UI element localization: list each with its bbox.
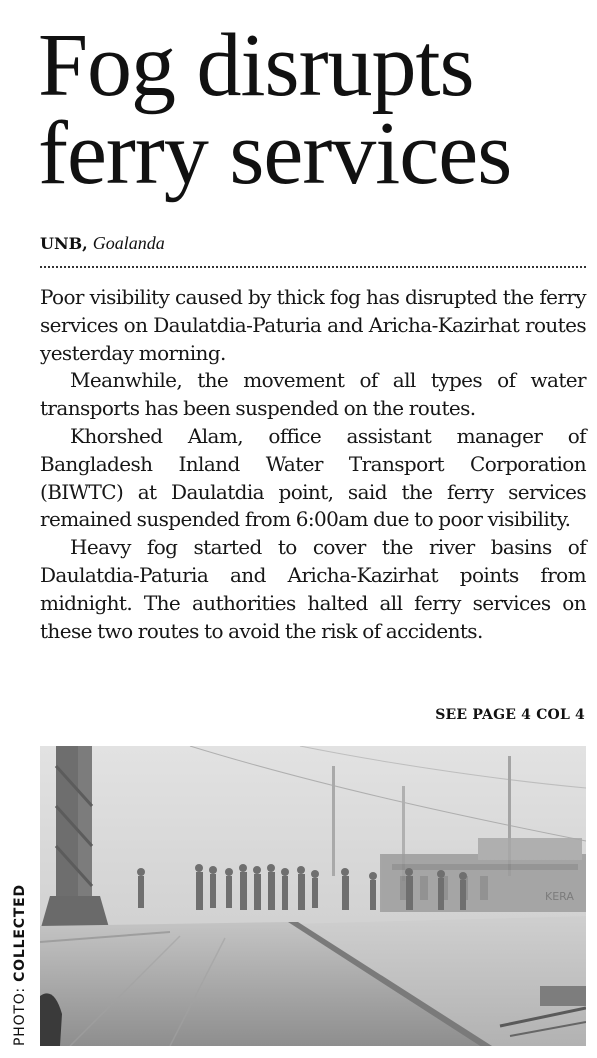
headline [38,16,583,203]
article-paragraph-1: Poor visibility caused by thick fog has disrupted the ferry services on Daulatdia-Paturia and Aricha-Kazirhat routes yesterday morning. [40,285,586,365]
photo-credit-label: PHOTO: [12,987,28,1046]
photo-illustration [40,746,586,1046]
article-paragraph-2: Meanwhile, the movement of all types of water transports has been suspended on the routes. [40,368,586,421]
byline [40,232,165,255]
foggy-ferry-ghat-photo [40,746,586,1046]
byline-location: Goalanda [92,233,165,253]
article-body [40,284,586,645]
vessel-name: KERA [545,890,574,903]
dotted-divider [40,266,586,268]
photo-credit [12,884,28,1046]
photo-credit-name: COLLECTED [12,884,28,982]
headline-line-2: ferry services [38,104,512,203]
article-paragraph-3: Khorshed Alam, office assistant manager of Bangladesh Inland Water Transport Corporation (BIWTC) at Daulatdia point, said the ferry services remained suspended from 6:00am due to poor visibility. [40,423,586,532]
byline-agency: UNB, [40,234,88,253]
headline-line-1: Fog disrupts [38,16,474,115]
article-paragraph-4: Heavy fog started to cover the river basins of Daulatdia-Paturia and Aricha-Kazirhat points from midnight. The authorities halted all ferry services on these two routes to avoid the risk of accidents. [40,535,586,643]
continuation-link[interactable]: SEE PAGE 4 COL 4 [435,707,585,723]
